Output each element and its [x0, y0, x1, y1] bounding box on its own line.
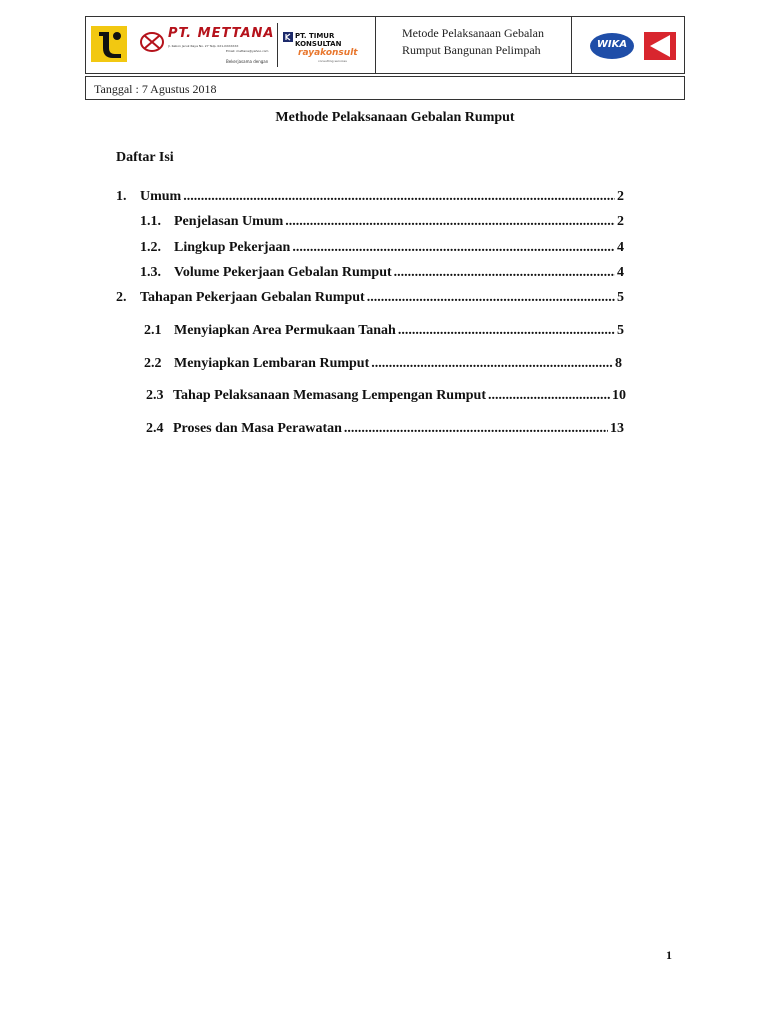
toc-entry-page: 5 — [617, 323, 624, 338]
toc-leader — [488, 388, 610, 404]
header-title — [376, 17, 572, 73]
document-date: Tanggal : 7 Agustus 2018 — [94, 82, 217, 96]
toc-entry-number: 2. — [116, 290, 127, 305]
toc-entry-label: Menyiapkan Area Permukaan Tanah — [174, 323, 396, 338]
toc-entry-number: 2.2 — [144, 356, 162, 371]
mettana-emblem-icon — [140, 32, 164, 52]
timur-konsultan-logo-icon — [283, 32, 293, 42]
toc-leader — [398, 323, 615, 339]
toc-entry-label: Proses dan Masa Perawatan — [173, 421, 342, 436]
toc-leader — [292, 240, 615, 256]
toc-entry-page: 13 — [610, 421, 624, 436]
toc-entry-label: Menyiapkan Lembaran Rumput — [174, 356, 370, 371]
toc-entry-page: 5 — [617, 290, 624, 305]
toc-entry-label: Umum — [140, 189, 182, 204]
toc-entry-number: 1.1. — [140, 214, 161, 229]
toc-entry-page: 2 — [617, 189, 624, 204]
logo-divider — [277, 23, 278, 67]
page-number: 1 — [666, 948, 672, 962]
mettana-address: Jl. Kebon Jeruk Raya No. 27 Telp. 021-XXXXXXX — [168, 44, 239, 48]
toc-entry[interactable] — [146, 421, 624, 437]
toc-entry-label: Penjelasan Umum — [174, 214, 284, 229]
toc-entry-number: 2.3 — [146, 388, 164, 403]
toc-entry-number: 1.2. — [140, 240, 161, 255]
toc-heading: Daftar Isi — [116, 150, 174, 165]
toc-entry-page: 4 — [617, 265, 624, 280]
raya-name: rayakonsult — [298, 48, 358, 58]
date-row — [85, 76, 685, 100]
toc-entry-number: 1.3. — [140, 265, 161, 280]
toc-entry-page: 4 — [617, 240, 624, 255]
raya-tag: consulting services — [318, 59, 347, 63]
toc-entry[interactable] — [144, 356, 622, 372]
toc-leader — [371, 356, 613, 372]
toc-entry[interactable] — [140, 240, 624, 256]
header-title-line1: Metode Pelaksanaan Gebalan — [402, 26, 544, 40]
mettana-email: Email: mettana@yahoo.com — [226, 49, 269, 53]
wika-logo-area — [572, 17, 684, 73]
toc-entry[interactable] — [140, 265, 624, 281]
toc-entry[interactable] — [140, 214, 624, 230]
toc-entry-label: Volume Pekerjaan Gebalan Rumput — [174, 265, 392, 280]
toc-leader — [344, 421, 608, 437]
toc-leader — [367, 290, 615, 306]
toc-entry-number: 1. — [116, 189, 127, 204]
toc-entry[interactable] — [116, 290, 624, 306]
toc-leader — [285, 214, 615, 230]
toc-entry-number: 2.1 — [144, 323, 162, 338]
toc-entry-page: 8 — [615, 356, 622, 371]
mettana-name: PT. METTANA — [168, 26, 275, 41]
document-title: Methode Pelaksanaan Gebalan Rumput — [275, 110, 515, 125]
toc-entry-label: Tahapan Pekerjaan Gebalan Rumput — [140, 290, 365, 305]
document-header — [85, 16, 685, 74]
wika-name: WIKA — [596, 39, 628, 50]
toc-entry[interactable] — [146, 388, 626, 404]
toc-leader — [183, 189, 615, 205]
toc-entry-page: 2 — [617, 214, 624, 229]
toc-entry-number: 2.4 — [146, 421, 164, 436]
pu-logo-icon — [91, 26, 127, 62]
header-title-line2: Rumput Bangunan Pelimpah — [402, 43, 541, 57]
toc-leader — [394, 265, 615, 281]
toc-entry[interactable] — [116, 189, 624, 205]
toc-entry-page: 10 — [612, 388, 626, 403]
timur-name: PT. TIMUR KONSULTAN — [295, 32, 342, 48]
toc-entry-label: Lingkup Pekerjaan — [174, 240, 291, 255]
partnership-note: Bekerjasama dengan — [226, 59, 269, 64]
logo-area — [86, 17, 376, 73]
toc-entry-label: Tahap Pelaksanaan Memasang Lempengan Rumput — [173, 388, 486, 403]
toc-entry[interactable] — [144, 323, 624, 339]
